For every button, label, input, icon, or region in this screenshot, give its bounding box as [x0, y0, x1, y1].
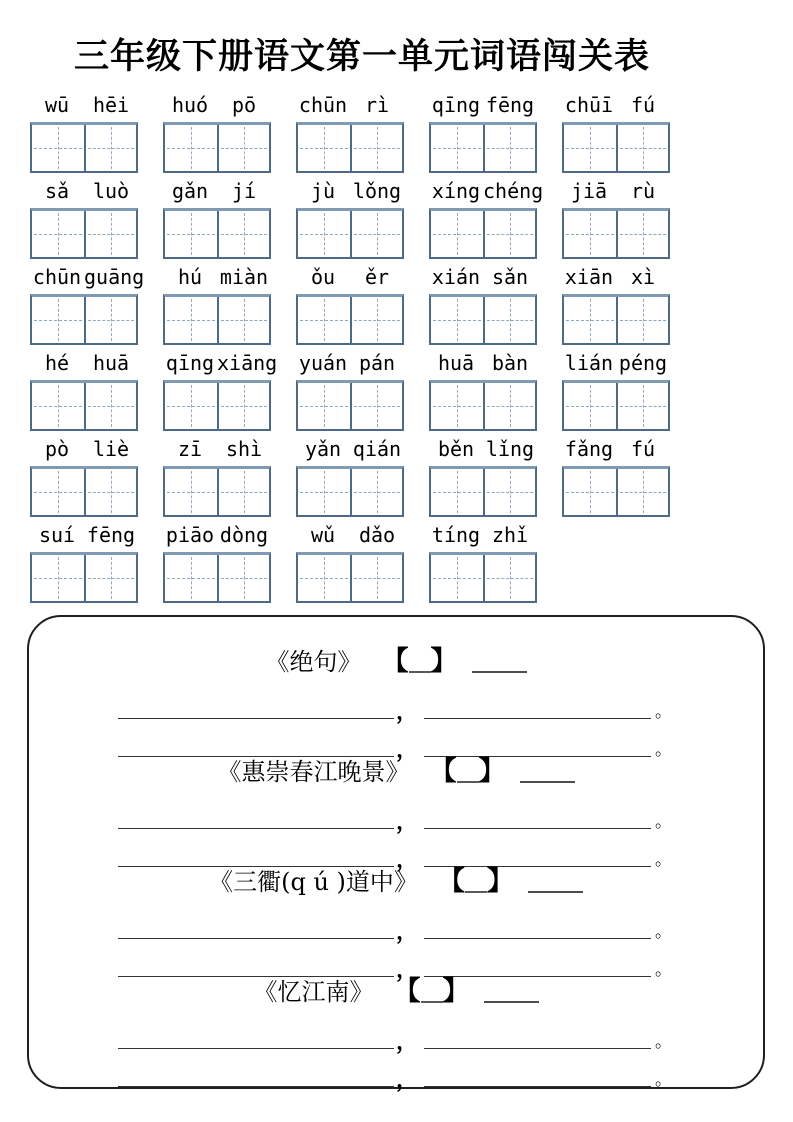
- writing-box: [429, 552, 537, 603]
- pinyin-label: [296, 178, 404, 203]
- writing-cell: [350, 211, 402, 257]
- poem-group: [29, 866, 763, 983]
- word-row: [30, 264, 793, 345]
- pinyin-syllable: hēi: [92, 93, 130, 117]
- word-row: [30, 522, 793, 603]
- writing-box: [296, 380, 404, 431]
- pinyin-syllable: pò: [44, 437, 70, 461]
- verse-blank-left: [118, 805, 394, 829]
- poem-blank-line: [29, 1011, 763, 1055]
- word-item: [163, 264, 271, 345]
- pinyin-label: [562, 350, 670, 375]
- pinyin-syllable: lián: [564, 351, 614, 375]
- pinyin-syllable: jiā: [570, 179, 608, 203]
- writing-box: [163, 294, 271, 345]
- writing-box: [163, 122, 271, 173]
- word-item: [296, 350, 404, 431]
- writing-cell: [84, 469, 136, 515]
- writing-cell: [165, 297, 217, 343]
- comma: ，: [396, 809, 419, 835]
- pinyin-label: [30, 92, 138, 117]
- comma: ，: [396, 1067, 419, 1093]
- writing-box: [163, 466, 271, 517]
- period: 。: [655, 812, 673, 832]
- pinyin-label: [30, 350, 138, 375]
- pinyin-label: [429, 350, 537, 375]
- pinyin-label: [296, 522, 404, 547]
- author-bracket-open-icon: 【: [437, 866, 465, 897]
- period: 。: [655, 1070, 673, 1090]
- verse-blank-right: [424, 1063, 651, 1087]
- poem-title-line: [29, 867, 763, 901]
- writing-box: [163, 208, 271, 259]
- pinyin-syllable: gǎn: [171, 179, 209, 203]
- writing-cell: [84, 297, 136, 343]
- pinyin-syllable: dòng: [219, 523, 269, 547]
- writing-cell: [32, 383, 84, 429]
- pinyin-syllable: suí: [38, 523, 76, 547]
- pinyin-label: [163, 178, 271, 203]
- poem-title: 《忆江南》: [253, 978, 374, 1006]
- writing-cell: [616, 297, 668, 343]
- writing-box: [562, 208, 670, 259]
- writing-cell: [165, 383, 217, 429]
- verse-blank-left: [118, 915, 394, 939]
- word-item: [30, 178, 138, 259]
- word-item: [30, 436, 138, 517]
- pinyin-syllable: xián: [431, 265, 481, 289]
- verse-blank-right: [424, 733, 651, 757]
- word-item: [429, 264, 537, 345]
- writing-cell: [431, 383, 483, 429]
- pinyin-syllable: wǔ: [310, 523, 336, 547]
- word-item: [429, 522, 537, 603]
- writing-box: [163, 380, 271, 431]
- writing-cell: [298, 383, 350, 429]
- word-item: [562, 92, 670, 173]
- word-row: [30, 92, 793, 173]
- pinyin-syllable: ǒu: [310, 265, 336, 289]
- pinyin-label: [30, 436, 138, 461]
- pinyin-label: [163, 264, 271, 289]
- writing-cell: [350, 555, 402, 601]
- pinyin-label: [562, 92, 670, 117]
- pinyin-syllable: wū: [44, 93, 70, 117]
- poem-blank-line: [29, 681, 763, 725]
- pinyin-syllable: fēng: [86, 523, 136, 547]
- writing-box: [296, 208, 404, 259]
- comma: ，: [396, 737, 419, 763]
- poem-title-line: [29, 757, 763, 791]
- writing-box: [30, 466, 138, 517]
- writing-cell: [298, 211, 350, 257]
- writing-box: [429, 208, 537, 259]
- period: 。: [655, 850, 673, 870]
- writing-cell: [350, 469, 402, 515]
- pinyin-syllable: tíng: [431, 523, 481, 547]
- writing-cell: [217, 469, 269, 515]
- poem-title: 《惠崇春江晚景》: [217, 758, 410, 786]
- pinyin-syllable: piāo: [165, 523, 215, 547]
- writing-cell: [350, 297, 402, 343]
- word-item: [163, 522, 271, 603]
- pinyin-label: [296, 350, 404, 375]
- writing-box: [562, 466, 670, 517]
- pinyin-syllable: sǎn: [491, 265, 529, 289]
- verse-blank-right: [424, 1025, 651, 1049]
- poem-title-line: [29, 977, 763, 1011]
- pinyin-syllable: hú: [177, 265, 203, 289]
- poem-blank-line: [29, 901, 763, 945]
- pinyin-syllable: chūn: [298, 93, 348, 117]
- pinyin-label: [30, 264, 145, 289]
- author-blank: [457, 771, 479, 783]
- pinyin-syllable: jù: [310, 179, 336, 203]
- pinyin-syllable: liè: [92, 437, 130, 461]
- pinyin-label: [429, 178, 544, 203]
- poem-title: 《绝句》: [265, 648, 362, 676]
- worksheet-page: [0, 36, 793, 1093]
- author-bracket-close-icon: 】: [478, 756, 506, 787]
- title-blank: [484, 991, 539, 1003]
- writing-cell: [483, 383, 535, 429]
- writing-cell: [217, 211, 269, 257]
- writing-cell: [350, 125, 402, 171]
- author-bracket-close-icon: 】: [430, 646, 458, 677]
- writing-cell: [616, 125, 668, 171]
- writing-box: [562, 294, 670, 345]
- pinyin-syllable: péng: [618, 351, 668, 375]
- verse-blank-left: [118, 695, 394, 719]
- word-item: [296, 522, 404, 603]
- writing-box: [30, 294, 138, 345]
- pinyin-syllable: chūn: [32, 265, 82, 289]
- writing-box: [30, 380, 138, 431]
- pinyin-syllable: huā: [437, 351, 475, 375]
- word-row: [30, 350, 793, 431]
- word-item: [296, 436, 404, 517]
- pinyin-syllable: zhǐ: [491, 523, 529, 547]
- writing-cell: [84, 555, 136, 601]
- pinyin-syllable: pán: [358, 351, 396, 375]
- writing-cell: [483, 555, 535, 601]
- pinyin-label: [163, 522, 271, 547]
- writing-cell: [483, 297, 535, 343]
- writing-cell: [165, 469, 217, 515]
- word-item: [163, 92, 271, 173]
- writing-box: [562, 122, 670, 173]
- pinyin-syllable: ěr: [364, 265, 390, 289]
- word-item: [296, 264, 404, 345]
- pinyin-syllable: hé: [44, 351, 70, 375]
- writing-cell: [298, 555, 350, 601]
- comma: ，: [396, 699, 419, 725]
- writing-cell: [32, 125, 84, 171]
- writing-box: [429, 122, 537, 173]
- pinyin-syllable: shì: [225, 437, 263, 461]
- verse-blank-right: [424, 843, 651, 867]
- writing-cell: [84, 211, 136, 257]
- pinyin-label: [296, 436, 404, 461]
- pinyin-syllable: sǎ: [44, 179, 70, 203]
- title-blank: [520, 771, 575, 783]
- writing-box: [296, 466, 404, 517]
- writing-cell: [84, 383, 136, 429]
- pinyin-label: [429, 264, 537, 289]
- writing-cell: [165, 125, 217, 171]
- pinyin-syllable: lǒng: [352, 179, 402, 203]
- writing-cell: [165, 555, 217, 601]
- writing-cell: [298, 125, 350, 171]
- word-row: [30, 178, 793, 259]
- writing-cell: [298, 297, 350, 343]
- verse-blank-left: [118, 953, 394, 977]
- pinyin-syllable: fēng: [485, 93, 535, 117]
- writing-cell: [298, 469, 350, 515]
- pinyin-syllable: běn: [437, 437, 475, 461]
- poem-title: 《三衢(q ú )道中》: [209, 868, 418, 896]
- word-row: [30, 436, 793, 517]
- word-item: [562, 178, 670, 259]
- pinyin-syllable: dǎo: [358, 523, 396, 547]
- pinyin-syllable: xíng: [431, 179, 481, 203]
- author-bracket-open-icon: 【: [429, 756, 457, 787]
- writing-box: [30, 122, 138, 173]
- writing-cell: [616, 469, 668, 515]
- poem-group: [29, 976, 763, 1093]
- verse-blank-right: [424, 953, 651, 977]
- word-item: [30, 92, 138, 173]
- pinyin-label: [30, 178, 138, 203]
- author-blank: [465, 881, 487, 893]
- poem-blank-line: [29, 791, 763, 835]
- poem-group: [29, 756, 763, 873]
- poem-title-line: [29, 647, 763, 681]
- writing-cell: [350, 383, 402, 429]
- verse-blank-left: [118, 1025, 394, 1049]
- pinyin-label: [562, 436, 670, 461]
- word-item: [562, 436, 670, 517]
- writing-cell: [616, 383, 668, 429]
- pinyin-label: [30, 522, 138, 547]
- pinyin-syllable: xiān: [564, 265, 614, 289]
- author-bracket-close-icon: 】: [442, 976, 470, 1007]
- writing-box: [429, 466, 537, 517]
- writing-cell: [32, 555, 84, 601]
- pinyin-syllable: qīng: [431, 93, 481, 117]
- comma: ，: [396, 957, 419, 983]
- pinyin-label: [163, 436, 271, 461]
- pinyin-syllable: rì: [364, 93, 390, 117]
- word-item: [562, 350, 670, 431]
- writing-cell: [564, 297, 616, 343]
- verse-blank-right: [424, 695, 651, 719]
- word-item: [30, 350, 138, 431]
- writing-cell: [483, 211, 535, 257]
- writing-cell: [564, 125, 616, 171]
- word-grid: [30, 92, 793, 603]
- pinyin-syllable: chéng: [483, 179, 544, 203]
- comma: ，: [396, 919, 419, 945]
- pinyin-syllable: yuán: [298, 351, 348, 375]
- word-item: [296, 178, 404, 259]
- comma: ，: [396, 1029, 419, 1055]
- writing-cell: [431, 469, 483, 515]
- pinyin-label: [163, 92, 271, 117]
- writing-box: [429, 294, 537, 345]
- word-item: [30, 522, 138, 603]
- pinyin-syllable: pō: [231, 93, 257, 117]
- writing-cell: [32, 211, 84, 257]
- writing-box: [429, 380, 537, 431]
- writing-cell: [564, 383, 616, 429]
- pinyin-label: [562, 264, 670, 289]
- word-item: [429, 350, 537, 431]
- pinyin-syllable: jí: [231, 179, 257, 203]
- writing-cell: [84, 125, 136, 171]
- word-item: [30, 264, 145, 345]
- poem-group: [29, 646, 763, 763]
- author-bracket-open-icon: 【: [393, 976, 421, 1007]
- pinyin-syllable: xì: [630, 265, 656, 289]
- pinyin-syllable: luò: [92, 179, 130, 203]
- word-item: [429, 178, 544, 259]
- verse-blank-right: [424, 805, 651, 829]
- verse-blank-left: [118, 733, 394, 757]
- writing-cell: [165, 211, 217, 257]
- writing-box: [30, 208, 138, 259]
- word-item: [562, 264, 670, 345]
- writing-cell: [217, 555, 269, 601]
- period: 。: [655, 740, 673, 760]
- word-item: [296, 92, 404, 173]
- writing-box: [296, 294, 404, 345]
- pinyin-syllable: fǎng: [564, 437, 614, 461]
- pinyin-syllable: zī: [177, 437, 203, 461]
- writing-box: [163, 552, 271, 603]
- writing-cell: [564, 211, 616, 257]
- writing-cell: [431, 125, 483, 171]
- pinyin-syllable: fú: [630, 437, 656, 461]
- pinyin-syllable: fú: [630, 93, 656, 117]
- writing-box: [296, 552, 404, 603]
- writing-cell: [217, 125, 269, 171]
- writing-cell: [217, 383, 269, 429]
- worksheet-title: 三年级下册语文第一单元词语闯关表: [74, 36, 651, 77]
- word-item: [163, 350, 278, 431]
- pinyin-syllable: xiāng: [217, 351, 278, 375]
- pinyin-syllable: miàn: [219, 265, 269, 289]
- pinyin-syllable: qīng: [165, 351, 215, 375]
- pinyin-syllable: yǎn: [304, 437, 342, 461]
- author-blank: [421, 991, 443, 1003]
- period: 。: [655, 960, 673, 980]
- period: 。: [655, 1032, 673, 1052]
- pinyin-label: [296, 92, 404, 117]
- period: 。: [655, 702, 673, 722]
- author-blank: [409, 661, 431, 673]
- author-bracket-open-icon: 【: [381, 646, 409, 677]
- word-item: [163, 436, 271, 517]
- writing-cell: [616, 211, 668, 257]
- writing-cell: [32, 297, 84, 343]
- writing-cell: [32, 469, 84, 515]
- pinyin-syllable: guāng: [84, 265, 145, 289]
- writing-cell: [483, 125, 535, 171]
- pinyin-syllable: rù: [630, 179, 656, 203]
- word-item: [429, 436, 537, 517]
- author-bracket-close-icon: 】: [486, 866, 514, 897]
- title-blank: [472, 661, 527, 673]
- writing-box: [296, 122, 404, 173]
- title-blank: [528, 881, 583, 893]
- verse-blank-right: [424, 915, 651, 939]
- pinyin-label: [429, 522, 537, 547]
- period: 。: [655, 922, 673, 942]
- writing-box: [562, 380, 670, 431]
- pinyin-label: [429, 92, 537, 117]
- pinyin-label: [429, 436, 537, 461]
- poem-panel: [27, 615, 765, 1093]
- pinyin-syllable: bàn: [491, 351, 529, 375]
- verse-blank-left: [118, 1063, 394, 1087]
- pinyin-label: [296, 264, 404, 289]
- pinyin-syllable: chūī: [564, 93, 614, 117]
- word-item: [429, 92, 537, 173]
- writing-cell: [564, 469, 616, 515]
- writing-cell: [431, 297, 483, 343]
- pinyin-label: [163, 350, 278, 375]
- pinyin-syllable: huā: [92, 351, 130, 375]
- comma: ，: [396, 847, 419, 873]
- pinyin-syllable: qián: [352, 437, 402, 461]
- writing-box: [30, 552, 138, 603]
- writing-cell: [217, 297, 269, 343]
- word-item: [163, 178, 271, 259]
- verse-blank-left: [118, 843, 394, 867]
- pinyin-syllable: huó: [171, 93, 209, 117]
- pinyin-syllable: lǐng: [485, 437, 535, 461]
- writing-cell: [431, 211, 483, 257]
- writing-cell: [483, 469, 535, 515]
- writing-cell: [431, 555, 483, 601]
- pinyin-label: [562, 178, 670, 203]
